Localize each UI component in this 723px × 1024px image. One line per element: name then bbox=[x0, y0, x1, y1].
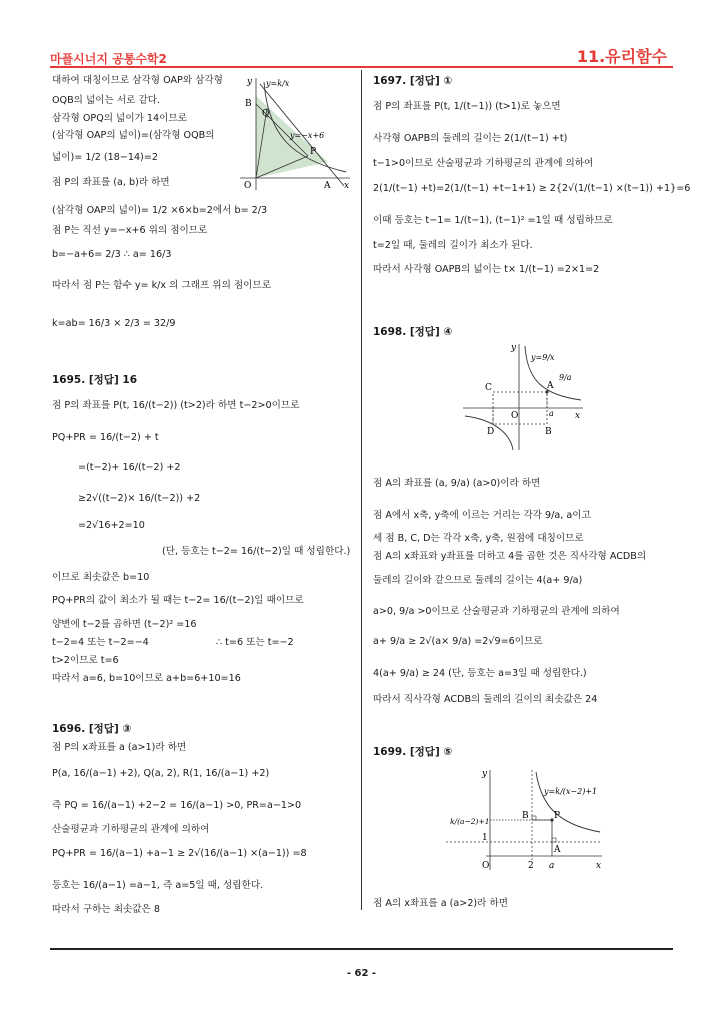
text-line: 점 P의 x좌표를 a (a>1)라 하면 bbox=[52, 742, 187, 753]
graph-label: P bbox=[310, 147, 317, 157]
graph-label: O bbox=[482, 861, 490, 871]
text-line: 따라서 직사각형 ACDB의 둘레의 길이의 최솟값은 24 bbox=[373, 694, 598, 705]
text-line: 세 점 B, C, D는 각각 x축, y축, 원점에 대칭이므로 bbox=[373, 533, 584, 544]
text-line: =2√16+2=10 bbox=[78, 520, 145, 531]
text-line: 따라서 사각형 OAPB의 넓이는 t× 1/(t−1) =2×1=2 bbox=[373, 264, 600, 275]
graph-label: k/(a−2)+1 bbox=[450, 817, 490, 826]
graph-label: P bbox=[554, 811, 561, 821]
text-line: OQB의 넓이는 서로 같다. bbox=[52, 95, 161, 106]
text-line: 등호는 16/(a−1) =a−1, 즉 a=5일 때, 성립한다. bbox=[52, 880, 264, 891]
graph-label: x bbox=[575, 411, 581, 421]
graph-1694 bbox=[236, 74, 354, 192]
text-line: ≥2√((t−2)× 16/(t−2)) +2 bbox=[78, 493, 201, 504]
header-chapter-title: 11.유리함수 bbox=[576, 47, 667, 66]
text-line: 대하여 대칭이므로 삼각형 OAP와 삼각형 bbox=[52, 75, 223, 86]
text-line: 점 P의 좌표를 P(t, 16/(t−2)) (t>2)라 하면 t−2>0이므로 bbox=[52, 400, 300, 411]
text-line: 점 A에서 x축, y축에 이르는 거리는 각각 9/a, a이고 bbox=[373, 510, 591, 521]
text-line: 넓이)= 1/2 (18−14)=2 bbox=[52, 152, 158, 163]
graph-label: B bbox=[245, 99, 252, 109]
text-line: 점 P의 좌표를 P(t, 1/(t−1)) (t>1)로 놓으면 bbox=[373, 101, 561, 112]
graph-label: D bbox=[487, 427, 495, 437]
text-line: a+ 9/a ≥ 2√(a× 9/a) =2√9=6이므로 bbox=[373, 636, 543, 647]
text-line: k=ab= 16/3 × 2/3 = 32/9 bbox=[52, 318, 176, 329]
text-line: 이때 등호는 t−1= 1/(t−1), (t−1)² =1일 때 성립하므로 bbox=[373, 215, 613, 226]
text-line: ∴ t=6 또는 t=−2 bbox=[216, 637, 294, 648]
header-book-title: 마플시너지 공통수학2 bbox=[50, 52, 167, 66]
text-line: =(t−2)+ 16/(t−2) +2 bbox=[78, 462, 181, 473]
graph-label: 2 bbox=[528, 861, 534, 871]
text-line: 점 A의 좌표를 (a, 9/a) (a>0)이라 하면 bbox=[373, 478, 541, 489]
right-angle-mark bbox=[532, 816, 536, 820]
text-line: 따라서 구하는 최솟값은 8 bbox=[52, 904, 160, 915]
text-line: 삼각형 OPQ의 넓이가 14이므로 bbox=[52, 113, 187, 124]
graph-label: a bbox=[549, 409, 554, 418]
graph-label: 1 bbox=[482, 833, 488, 843]
text-line: a>0, 9/a >0이므로 산술평균과 기하평균의 관계에 의하여 bbox=[373, 606, 620, 617]
text-line: (단, 등호는 t−2= 16/(t−2)일 때 성립한다.) bbox=[162, 546, 351, 557]
text-line: P(a, 16/(a−1) +2), Q(a, 2), R(1, 16/(a−1) +2) bbox=[52, 768, 270, 779]
problem-1699-solution: 점 A의 x좌표를 a (a>2)라 하면 bbox=[373, 898, 509, 909]
text-line: t=2일 때, 둘레의 길이가 최소가 된다. bbox=[373, 240, 533, 251]
graph-label: C bbox=[485, 383, 492, 393]
text-line: PQ+PR = 16/(t−2) + t bbox=[52, 432, 159, 443]
graph-label: y=9/x bbox=[531, 353, 555, 362]
text-line: 점 A의 x좌표와 y좌표를 더하고 4를 곱한 것은 직사각형 ACDB의 bbox=[373, 551, 647, 562]
text-line: 둘레의 길이와 같으므로 둘레의 길이는 4(a+ 9/a) bbox=[373, 575, 583, 586]
right-angle-mark bbox=[552, 838, 556, 842]
problem-1699-title: 1699. [정답] ⑤ bbox=[373, 746, 453, 758]
graph-label: A bbox=[547, 381, 554, 391]
graph-1698 bbox=[463, 340, 585, 452]
column-divider bbox=[361, 70, 362, 910]
text-line: PQ+PR = 16/(a−1) +a−1 ≥ 2√(16/(a−1) ×(a−1)) =8 bbox=[52, 848, 307, 859]
problem-1696-title: 1696. [정답] ③ bbox=[52, 723, 132, 735]
graph-label: y bbox=[247, 77, 253, 87]
graph-label: O bbox=[244, 181, 252, 191]
text-line: (삼각형 OAP의 넓이)=(삼각형 OQB의 bbox=[52, 130, 215, 141]
graph-1699 bbox=[446, 764, 606, 874]
page-number: - 62 - bbox=[346, 968, 377, 979]
text-line: 산술평균과 기하평균의 관계에 의하여 bbox=[52, 824, 210, 835]
text-line: 따라서 a=6, b=10이므로 a+b=6+10=16 bbox=[52, 673, 241, 684]
text-line: 사각형 OAPB의 둘레의 길이는 2(1/(t−1) +t) bbox=[373, 133, 568, 144]
graph-label: y=k/x bbox=[266, 79, 290, 88]
hyperbola-k-over-x-minus-2-plus-1 bbox=[536, 772, 600, 832]
text-line: 점 P의 좌표를 (a, b)라 하면 bbox=[52, 177, 170, 188]
graph-label: Q bbox=[262, 109, 270, 119]
graph-label: y=k/(x−2)+1 bbox=[544, 787, 598, 796]
graph-label: A bbox=[324, 181, 331, 191]
graph-label: B bbox=[522, 811, 529, 821]
graph-label: y bbox=[482, 769, 488, 779]
graph-label: O bbox=[511, 411, 519, 421]
text-line: 2(1/(t−1) +t)=2(1/(t−1) +t−1+1) ≥ 2{2√(1/(t−1) ×(t−1)) +1}=6 bbox=[373, 183, 691, 194]
text-line: t−2=4 또는 t−2=−4 bbox=[52, 637, 149, 648]
text-line: 4(a+ 9/a) ≥ 24 (단, 등호는 a=3일 때 성립한다.) bbox=[373, 668, 587, 679]
problem-1698-title: 1698. [정답] ④ bbox=[373, 326, 453, 338]
text-line: 이므로 최솟값은 b=10 bbox=[52, 572, 150, 583]
problem-1697-title: 1697. [정답] ① bbox=[373, 75, 453, 87]
graph-label: B bbox=[545, 427, 552, 437]
text-line: 양변에 t−2를 곱하면 (t−2)² =16 bbox=[52, 619, 197, 630]
text-line: b=−a+6= 2/3 ∴ a= 16/3 bbox=[52, 249, 172, 260]
graph-label: a bbox=[549, 861, 555, 871]
text-line: 점 P는 직선 y=−x+6 위의 점이므로 bbox=[52, 225, 208, 236]
text-line: t>2이므로 t=6 bbox=[52, 655, 119, 666]
text-line: t−1>0이므로 산술평균과 기하평균의 관계에 의하여 bbox=[373, 158, 594, 169]
text-line: (삼각형 OAP의 넓이)= 1/2 ×6×b=2에서 b= 2/3 bbox=[52, 205, 268, 216]
graph-label: 9/a bbox=[559, 373, 572, 382]
graph-label: x bbox=[596, 861, 602, 871]
footer-rule bbox=[50, 948, 673, 950]
graph-label: A bbox=[554, 845, 561, 855]
text-line: 즉 PQ = 16/(a−1) +2−2 = 16/(a−1) >0, PR=a−1>0 bbox=[52, 800, 302, 811]
graph-label: y bbox=[511, 343, 517, 353]
graph-label: x bbox=[344, 181, 350, 191]
text-line: PQ+PR의 값이 최소가 될 때는 t−2= 16/(t−2)일 때이므로 bbox=[52, 595, 304, 606]
graph-label: y=−x+6 bbox=[290, 131, 325, 140]
text-line: 따라서 점 P는 함수 y= k/x 의 그래프 위의 점이므로 bbox=[52, 280, 271, 291]
problem-1695-title: 1695. [정답] 16 bbox=[52, 374, 138, 386]
header-rule bbox=[50, 66, 673, 68]
